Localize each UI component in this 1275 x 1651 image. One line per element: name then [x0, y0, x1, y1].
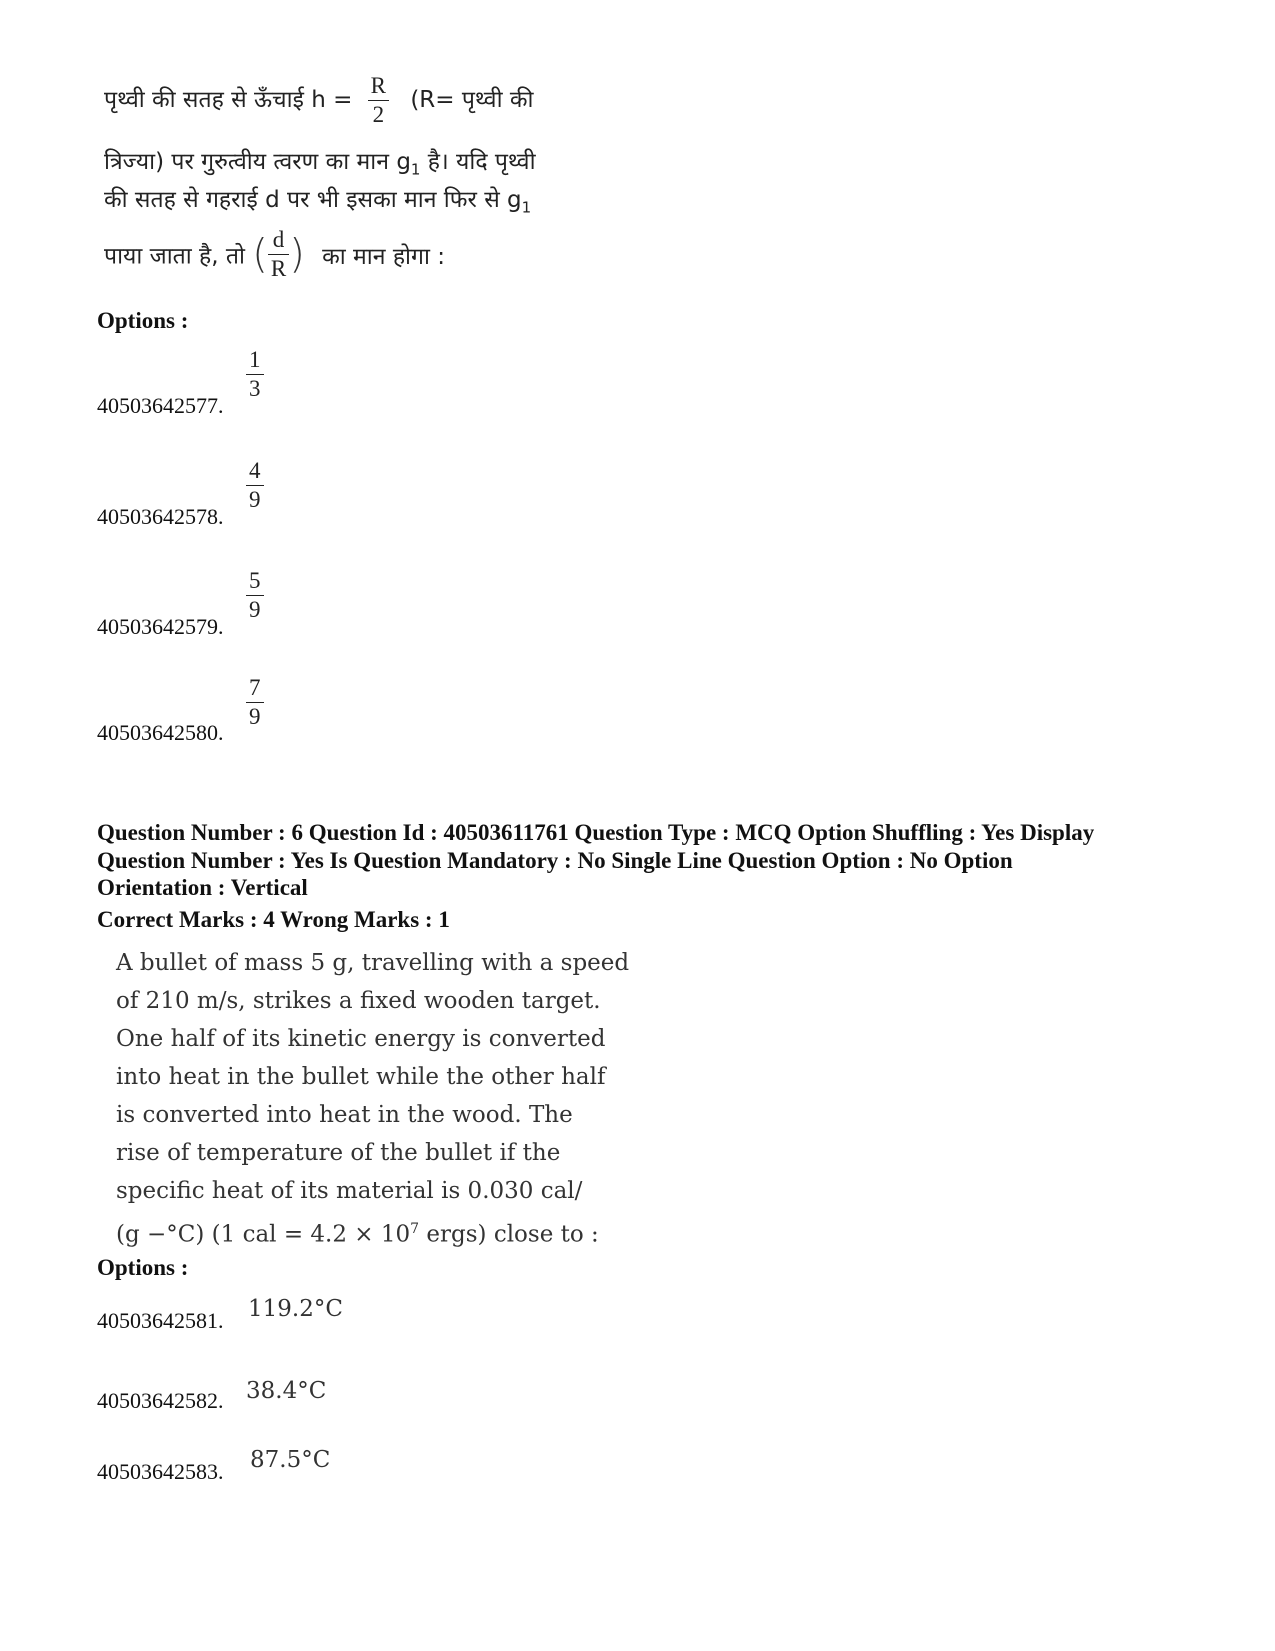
- q5-option-1-id: 40503642577.: [97, 393, 224, 418]
- q6-text-line: One half of its kinetic energy is converted: [116, 1026, 606, 1052]
- fraction-numerator: d: [268, 228, 289, 255]
- fraction-numerator: 4: [246, 459, 264, 486]
- subscript: 1: [521, 198, 532, 217]
- q6-text-line: specific heat of its material is 0.030 cal/: [116, 1178, 583, 1204]
- q5-option-2-fraction[interactable]: [246, 459, 264, 512]
- q5-line1: [104, 74, 533, 127]
- q6-text-line: of 210 m/s, strikes a fixed wooden target.: [116, 988, 601, 1014]
- q5-line1-tail: (R= पृथ्वी की: [410, 87, 534, 114]
- q6-text-line-last: [116, 1210, 629, 1254]
- superscript: 7: [410, 1221, 420, 1237]
- q6-meta-line2: Question Number : Yes Is Question Mandatory : No Single Line Question Option : No Option: [97, 848, 1013, 873]
- q6-option-1-id: 40503642581.: [97, 1308, 224, 1333]
- fraction-numerator: R: [368, 74, 389, 101]
- d-over-r-fraction: [268, 228, 289, 281]
- q6-option-2-value[interactable]: 38.4°C: [246, 1378, 327, 1404]
- fraction-numerator: 1: [246, 348, 264, 375]
- q6-text-line: rise of temperature of the bullet if the: [116, 1140, 561, 1166]
- q6-option-1-value[interactable]: 119.2°C: [248, 1296, 343, 1322]
- q5-option-4-fraction[interactable]: [246, 676, 264, 729]
- q6-option-2-id: 40503642582.: [97, 1388, 224, 1413]
- q5-options-label: Options :: [97, 308, 189, 333]
- q6-option-3-id: 40503642583.: [97, 1459, 224, 1484]
- q5-line1-text: पृथ्वी की सतह से ऊँचाई h =: [104, 87, 353, 114]
- q5-option-3-fraction[interactable]: [246, 569, 264, 622]
- q6-text-line: is converted into heat in the wood. The: [116, 1102, 573, 1128]
- fraction-denominator: 9: [249, 597, 261, 623]
- q5-option-2-id: 40503642578.: [97, 504, 224, 529]
- q6-question-text: [116, 944, 629, 1254]
- q5-line3: [104, 182, 531, 217]
- fraction-denominator: 2: [372, 102, 385, 128]
- q5-line2-tail: है। यदि पृथ्वी: [420, 149, 536, 175]
- q6-option-3-value[interactable]: 87.5°C: [250, 1447, 331, 1473]
- right-paren: ): [289, 231, 305, 278]
- r-over-2-fraction: [368, 74, 389, 127]
- subscript: 1: [410, 160, 421, 179]
- q6-meta-line1: Question Number : 6 Question Id : 40503611761 Question Type : MCQ Option Shuffling : Yes Display: [97, 820, 1095, 845]
- fraction-numerator: 5: [246, 569, 264, 596]
- q5-line3-text: की सतह से गहराई d पर भी इसका मान फिर से g: [104, 187, 522, 213]
- q6-marks: Correct Marks : 4 Wrong Marks : 1: [97, 907, 450, 932]
- q6-text-line: into heat in the bullet while the other half: [116, 1064, 606, 1090]
- q6-meta-line3: Orientation : Vertical: [97, 875, 308, 900]
- left-paren: (: [252, 231, 268, 278]
- q6-options-label: Options :: [97, 1255, 189, 1280]
- fraction-denominator: 9: [249, 487, 261, 513]
- q6-text-line: A bullet of mass 5 g, travelling with a speed: [116, 950, 630, 976]
- q5-line4-tail: का मान होगा :: [322, 243, 445, 270]
- q5-option-3-id: 40503642579.: [97, 614, 224, 639]
- fraction-numerator: 7: [246, 676, 264, 703]
- fraction-denominator: 9: [249, 704, 261, 730]
- q6-last-line-text: (g −°C) (1 cal = 4.2 × 10: [116, 1221, 411, 1248]
- q5-line4-text: पाया जाता है, तो: [104, 243, 245, 270]
- q5-line2: [104, 144, 536, 179]
- q5-line2-text: त्रिज्या) पर गुरुत्वीय त्वरण का मान g: [104, 149, 411, 175]
- q6-last-line-tail: ergs) close to :: [419, 1221, 599, 1248]
- q5-option-1-fraction[interactable]: [246, 348, 264, 401]
- fraction-denominator: 3: [249, 376, 261, 402]
- fraction-denominator: R: [270, 256, 287, 282]
- q5-line4: [104, 228, 445, 281]
- q5-option-4-id: 40503642580.: [97, 720, 224, 745]
